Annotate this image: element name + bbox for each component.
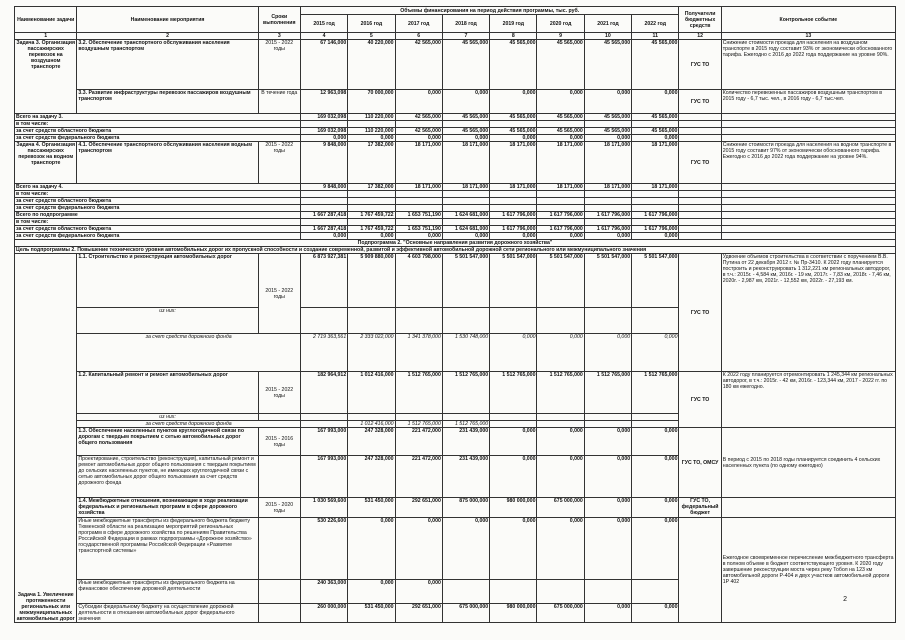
- year-header: 2021 год: [584, 15, 631, 33]
- value-cell: 45 565,000: [442, 114, 489, 121]
- value-cell: 0,000: [442, 90, 489, 114]
- value-cell: 110 220,000: [348, 128, 395, 135]
- measure-cell: Субсидии федеральному бюджету на осуществление дорожной деятельности в отношении автомобильных дорог федерального значения: [77, 604, 258, 623]
- column-number: 13: [721, 33, 895, 40]
- value-cell: 182 964,912: [300, 372, 347, 414]
- measure-cell: 1.4. Межбюджетные отношения, возникающие в ходе реализации федеральных и региональных программ в сфере дорожного хозяйства: [77, 498, 258, 518]
- value-cell: 0,000: [300, 233, 347, 240]
- column-number-row: [15, 33, 896, 40]
- term-cell: 2015 - 2022 годы: [258, 372, 300, 414]
- sub-label: из них:: [77, 414, 258, 421]
- value-cell: 1 512 765,000: [632, 372, 679, 414]
- task-cell: Задача 1. Увеличение протяженности региональных или межмуниципальных автомобильных дорог: [15, 254, 77, 623]
- recipient-cell: ГУС ТО: [679, 90, 721, 114]
- value-cell: 1 512 765,000: [395, 421, 442, 428]
- control-cell: К 2022 году планируется отремонтировать 1 245,344 км региональных автодорог, в т.ч.: 2015г. - 42 км, 2016г. - 123,344 км, 2017 - 2022 гг. по 180 км ежегодно.: [721, 372, 895, 428]
- table-row: [15, 205, 896, 212]
- value-cell: 0,000: [300, 135, 347, 142]
- value-cell: 221 472,000: [395, 456, 442, 498]
- value-cell: 70 000,000: [348, 90, 395, 114]
- value-cell: 0,000: [632, 498, 679, 518]
- value-cell: 18 171,000: [395, 184, 442, 191]
- recipient-cell: ГУС ТО: [679, 40, 721, 90]
- value-cell: 1 617 796,000: [537, 226, 584, 233]
- value-cell: [490, 421, 537, 428]
- value-cell: 0,000: [442, 135, 489, 142]
- value-cell: 0,000: [584, 428, 631, 456]
- value-cell: 169 032,098: [300, 128, 347, 135]
- value-cell: 1 767 459,722: [348, 212, 395, 219]
- road-fund-label: за счет средств дорожного фонда: [77, 421, 301, 428]
- total-row: [15, 184, 896, 191]
- value-cell: 247 328,000: [348, 456, 395, 498]
- year-header: 2016 год: [348, 15, 395, 33]
- task-cell: Задача 4. Организация пассажирских перевозок на водном транспорте: [15, 142, 77, 184]
- value-cell: 17 382,000: [348, 142, 395, 184]
- year-header: 2019 год: [490, 15, 537, 33]
- value-cell: 1 624 681,000: [442, 212, 489, 219]
- value-cell: 0,000: [490, 518, 537, 580]
- value-cell: 0,000: [395, 135, 442, 142]
- value-cell: 0,000: [632, 428, 679, 456]
- value-cell: 42 565,000: [395, 40, 442, 90]
- value-cell: 0,000: [490, 428, 537, 456]
- value-cell: 0,000: [442, 233, 489, 240]
- value-cell: 18 171,000: [395, 142, 442, 184]
- value-cell: 45 565,000: [537, 40, 584, 90]
- value-cell: 18 171,000: [537, 184, 584, 191]
- value-cell: 45 565,000: [632, 114, 679, 121]
- value-cell: 45 565,000: [584, 40, 631, 90]
- value-cell: 1 617 796,000: [490, 226, 537, 233]
- value-cell: 45 565,000: [632, 128, 679, 135]
- column-number: 1: [15, 33, 77, 40]
- value-cell: 0,000: [632, 334, 679, 372]
- table-row: [15, 90, 896, 114]
- column-number: 8: [490, 33, 537, 40]
- term-cell: 2015 - 2022 годы: [258, 40, 300, 90]
- value-cell: 675 000,000: [537, 498, 584, 518]
- value-cell: 1 653 751,190: [395, 212, 442, 219]
- value-cell: 247 328,000: [348, 428, 395, 456]
- value-cell: 0,000: [395, 580, 442, 604]
- total-label: Всего на задачу 4.: [15, 184, 301, 191]
- value-cell: 875 000,000: [442, 498, 489, 518]
- value-cell: 45 565,000: [442, 40, 489, 90]
- value-cell: 980 000,000: [490, 604, 537, 623]
- page-number: 2: [843, 596, 847, 603]
- value-cell: 45 565,000: [584, 114, 631, 121]
- value-cell: 231 439,000: [442, 456, 489, 498]
- value-cell: [490, 580, 537, 604]
- value-cell: 0,000: [632, 518, 679, 580]
- value-cell: 530 226,600: [300, 518, 347, 580]
- value-cell: 0,000: [348, 580, 395, 604]
- value-cell: 0,000: [584, 456, 631, 498]
- value-cell: 5 501 547,000: [584, 254, 631, 308]
- year-header: 2015 год: [300, 15, 347, 33]
- table-row: [15, 142, 896, 184]
- header-term: Сроки выполнения: [258, 7, 300, 33]
- value-cell: 980 000,000: [490, 498, 537, 518]
- value-cell: 0,000: [584, 233, 631, 240]
- recipient-cell: ГУС ТО, ОМСУ: [679, 428, 721, 498]
- recipient-cell: ГУС ТО, федеральный бюджет: [679, 498, 721, 518]
- measure-cell: 1.3. Обеспечение населенных пунктов круглогодичной связи по дорогам с твердым покрытием с сетью автомобильных дорог общего пользования: [77, 428, 258, 456]
- including-label: в том числе:: [15, 121, 301, 128]
- value-cell: 1 012 416,000: [348, 421, 395, 428]
- value-cell: 1 653 751,190: [395, 226, 442, 233]
- value-cell: 42 565,000: [395, 128, 442, 135]
- table-row: [15, 428, 896, 456]
- value-cell: 45 565,000: [490, 128, 537, 135]
- value-cell: 221 472,000: [395, 428, 442, 456]
- value-cell: 18 171,000: [584, 184, 631, 191]
- value-cell: 1 512 765,000: [395, 372, 442, 414]
- value-cell: 2 333 022,000: [348, 334, 395, 372]
- column-number: 3: [258, 33, 300, 40]
- value-cell: 0,000: [395, 233, 442, 240]
- value-cell: 4 603 798,000: [395, 254, 442, 308]
- value-cell: 0,000: [395, 518, 442, 580]
- value-cell: 18 171,000: [442, 184, 489, 191]
- recipient-cell: ГУС ТО: [679, 254, 721, 372]
- column-number: 7: [442, 33, 489, 40]
- value-cell: [537, 580, 584, 604]
- column-number: 10: [584, 33, 631, 40]
- value-cell: 18 171,000: [632, 142, 679, 184]
- value-cell: [442, 580, 489, 604]
- including-label: в том числе:: [15, 191, 301, 198]
- term-cell: 2015 - 2016 годы: [258, 428, 300, 456]
- value-cell: 18 171,000: [490, 142, 537, 184]
- value-cell: 1 667 287,418: [300, 226, 347, 233]
- value-cell: 292 651,000: [395, 498, 442, 518]
- table-row: [15, 191, 896, 198]
- value-cell: 0,000: [537, 334, 584, 372]
- term-cell: 2015 - 2020 годы: [258, 498, 300, 518]
- value-cell: 0,000: [442, 518, 489, 580]
- value-cell: 0,000: [537, 90, 584, 114]
- value-cell: 675 000,000: [442, 604, 489, 623]
- value-cell: 0,000: [490, 90, 537, 114]
- value-cell: 9 848,000: [300, 184, 347, 191]
- value-cell: 1 624 681,000: [442, 226, 489, 233]
- value-cell: 1 617 796,000: [632, 226, 679, 233]
- recipient-cell: ГУС ТО: [679, 372, 721, 428]
- value-cell: 0,000: [584, 498, 631, 518]
- value-cell: 67 146,000: [300, 40, 347, 90]
- value-cell: 1 617 796,000: [537, 212, 584, 219]
- table-row: [15, 198, 896, 205]
- value-cell: 1 667 287,418: [300, 212, 347, 219]
- total-row: [15, 114, 896, 121]
- value-cell: 45 565,000: [490, 114, 537, 121]
- value-cell: 1 341 378,000: [395, 334, 442, 372]
- column-number: 12: [679, 33, 721, 40]
- table-row: [15, 254, 896, 308]
- measure-cell: Иные межбюджетные трансферты из федерального бюджета на финансовое обеспечение дорожной деятельности: [77, 580, 258, 604]
- value-cell: 40 220,000: [348, 40, 395, 90]
- value-cell: 45 565,000: [537, 128, 584, 135]
- total-label: Всего по подпрограмме: [15, 212, 301, 219]
- value-cell: 1 530 748,000: [442, 334, 489, 372]
- value-cell: 0,000: [348, 135, 395, 142]
- column-number: 11: [632, 33, 679, 40]
- value-cell: 0,000: [632, 604, 679, 623]
- value-cell: 0,000: [584, 90, 631, 114]
- financing-table: [14, 6, 896, 623]
- control-cell: Снижение стоимости проезда для населения на водном транспорте в 2015 году составит 97% от экономически обоснованного тарифа. Ежегодно с 2016 до 2022 года поддержание на уровне 94%.: [721, 142, 895, 184]
- subprogram-row: [15, 240, 896, 247]
- term-cell: 2015 - 2022 годы: [258, 142, 300, 184]
- value-cell: 1 512 765,000: [442, 372, 489, 414]
- subprogram-title: Подпрограмма 2. "Основные направления развития дорожного хозяйства": [15, 240, 896, 247]
- value-cell: 0,000: [537, 518, 584, 580]
- value-cell: 1 030 569,600: [300, 498, 347, 518]
- header-task: Наименование задачи: [15, 7, 77, 33]
- value-cell: 2 719 363,561: [300, 334, 347, 372]
- road-fund-label: за счет средств дорожного фонда: [77, 334, 301, 372]
- value-cell: 0,000: [584, 604, 631, 623]
- federal-label: за счет средств федерального бюджета: [15, 205, 301, 212]
- table-row: [15, 219, 896, 226]
- value-cell: 17 382,000: [348, 184, 395, 191]
- value-cell: 18 171,000: [584, 142, 631, 184]
- value-cell: 0,000: [584, 135, 631, 142]
- value-cell: 531 450,000: [348, 498, 395, 518]
- value-cell: 0,000: [490, 334, 537, 372]
- column-number: 5: [348, 33, 395, 40]
- table-row: [15, 518, 896, 580]
- value-cell: [537, 421, 584, 428]
- table-row: [15, 233, 896, 240]
- term-cell: 2015 - 2022 годы: [258, 254, 300, 334]
- value-cell: 1 512 765,000: [584, 372, 631, 414]
- header-control: Контрольное событие: [721, 7, 895, 33]
- value-cell: 1 617 796,000: [584, 226, 631, 233]
- value-cell: 167 993,000: [300, 428, 347, 456]
- value-cell: 0,000: [584, 518, 631, 580]
- measure-cell: 1.2. Капитальный ремонт и ремонт автомобильных дорог: [77, 372, 258, 414]
- value-cell: 260 000,000: [300, 604, 347, 623]
- value-cell: 18 171,000: [537, 142, 584, 184]
- value-cell: 0,000: [632, 90, 679, 114]
- column-number: 9: [537, 33, 584, 40]
- value-cell: 110 220,000: [348, 114, 395, 121]
- control-cell: Количество перевезенных пассажиров воздушным транспортом в 2015 году - 6,7 тыс. чел., в 2016 году - 6,7 тыс.чел.: [721, 90, 895, 114]
- value-cell: 42 565,000: [395, 114, 442, 121]
- table-row: [15, 121, 896, 128]
- value-cell: 0,000: [490, 456, 537, 498]
- value-cell: [300, 421, 347, 428]
- value-cell: 0,000: [632, 233, 679, 240]
- value-cell: 0,000: [537, 456, 584, 498]
- value-cell: 0,000: [584, 334, 631, 372]
- value-cell: 0,000: [537, 428, 584, 456]
- measure-cell: Проектирование, строительство (реконструкция), капитальный ремонт и ремонт автомобильных дорог общего пользования с твердым покрытием до сельских населенных пунктов, не имеющих круглогодичной связи с сетью автомобильных дорог общего пользования за счет средств дорожного фонда: [77, 456, 258, 498]
- total-row: [15, 212, 896, 219]
- table-row: [15, 135, 896, 142]
- including-label: в том числе:: [15, 219, 301, 226]
- value-cell: [584, 580, 631, 604]
- regional-label: за счет средств областного бюджета: [15, 226, 301, 233]
- value-cell: 9 848,000: [300, 142, 347, 184]
- value-cell: [632, 580, 679, 604]
- value-cell: 45 565,000: [490, 40, 537, 90]
- value-cell: 45 565,000: [537, 114, 584, 121]
- measure-cell: 3.2. Обеспечение транспортного обслуживания населения воздушным транспортом: [77, 40, 258, 90]
- measure-cell: 3.3. Развитие инфраструктуры перевозок пассажиров воздушным транспортом: [77, 90, 258, 114]
- value-cell: 0,000: [537, 233, 584, 240]
- control-cell: В период с 2015 по 2018 годы планируется соединить 4 сельских населенных пункта (по одному ежегодно): [721, 428, 895, 498]
- value-cell: 45 565,000: [632, 40, 679, 90]
- table-row: [15, 372, 896, 414]
- sub-label: из них:: [77, 308, 258, 334]
- regional-label: за счет средств областного бюджета: [15, 128, 301, 135]
- task-cell: Задача 3. Организация пассажирских перевозок на воздушном транспорте: [15, 40, 77, 114]
- measure-cell: 4.1. Обеспечение транспортного обслуживания населения водным транспортом: [77, 142, 258, 184]
- value-cell: 0,000: [632, 456, 679, 498]
- table-row: [15, 128, 896, 135]
- control-cell: Снижение стоимости проезда для населения на воздушном транспорте в 2015 году составит 93% от экономически обоснованного тарифа. Ежегодно с 2016 до 2022 года поддержание на уровне 90%.: [721, 40, 895, 90]
- measure-cell: 1.1. Строительство и реконструкция автомобильных дорог: [77, 254, 258, 308]
- year-header: 2022 год: [632, 15, 679, 33]
- value-cell: 240 363,000: [300, 580, 347, 604]
- recipient-cell: ГУС ТО: [679, 142, 721, 184]
- federal-label: за счет средств федерального бюджета: [15, 233, 301, 240]
- value-cell: 167 993,000: [300, 456, 347, 498]
- control-cell: Удвоение объемов строительства в соответствии с поручением В.В. Путина от 22 декабря 2012 г. № Пр-3410. К 2022 году планируется построить и реконструировать 1 312,221 км региональных автодорог, в т.ч.: 2015г. - 4,584 км, 2016г. - 19 км, 2017г. - 7,83 км, 2018г. - 7,46 км, 2020г. - 2,987 км, 2021г. - 12,552 км, 2022г. - 27,193 км.: [721, 254, 895, 372]
- value-cell: 675 000,000: [537, 604, 584, 623]
- value-cell: 0,000: [490, 135, 537, 142]
- year-header: 2017 год: [395, 15, 442, 33]
- value-cell: 18 171,000: [632, 184, 679, 191]
- goal-text: Цель подпрограммы 2. Повышение технического уровня автомобильных дорог их пропускной способности и создание современной, развитой и эффективной автомобильной дорожной сети регионального или межмуниципального значения: [15, 247, 896, 254]
- value-cell: 1 617 796,000: [584, 212, 631, 219]
- value-cell: 5 501 547,000: [442, 254, 489, 308]
- value-cell: 1 767 459,722: [348, 226, 395, 233]
- table-row: [15, 40, 896, 90]
- federal-label: за счет средств федерального бюджета: [15, 135, 301, 142]
- value-cell: 18 171,000: [490, 184, 537, 191]
- value-cell: 0,000: [395, 90, 442, 114]
- value-cell: 531 450,000: [348, 604, 395, 623]
- value-cell: 0,000: [348, 518, 395, 580]
- value-cell: 292 651,000: [395, 604, 442, 623]
- value-cell: 0,000: [490, 233, 537, 240]
- column-number: 4: [300, 33, 347, 40]
- value-cell: 45 565,000: [584, 128, 631, 135]
- value-cell: 231 439,000: [442, 428, 489, 456]
- value-cell: 1 512 765,000: [442, 421, 489, 428]
- value-cell: 0,000: [537, 135, 584, 142]
- value-cell: [584, 421, 631, 428]
- header-volumes: Объемы финансирования на период действия программы, тыс. руб.: [300, 7, 679, 15]
- value-cell: 0,000: [632, 135, 679, 142]
- value-cell: 1 617 796,000: [632, 212, 679, 219]
- value-cell: 12 963,098: [300, 90, 347, 114]
- value-cell: 1 512 765,000: [490, 372, 537, 414]
- year-header: 2018 год: [442, 15, 489, 33]
- value-cell: 169 032,098: [300, 114, 347, 121]
- year-header: 2020 год: [537, 15, 584, 33]
- value-cell: 5 501 547,000: [490, 254, 537, 308]
- table-row: [15, 498, 896, 518]
- column-number: 2: [77, 33, 258, 40]
- term-cell: В течение года: [258, 90, 300, 114]
- total-label: Всего на задачу 3.: [15, 114, 301, 121]
- table-row: [15, 226, 896, 233]
- goal-row: [15, 247, 896, 254]
- value-cell: 5 909 880,000: [348, 254, 395, 308]
- value-cell: 45 565,000: [442, 128, 489, 135]
- value-cell: 0,000: [348, 233, 395, 240]
- value-cell: 5 501 547,000: [537, 254, 584, 308]
- regional-label: за счет средств областного бюджета: [15, 198, 301, 205]
- value-cell: 1 012 416,000: [348, 372, 395, 414]
- measure-cell: Иные межбюджетные трансферты из федерального бюджета бюджету Тюменской области на реализацию мероприятий региональных программ в сфере дорожного хозяйства по решениям Правительства Российской Федерации в рамках подпрограммы «Дорожное хозяйство» государственной программы Российской Федерации «Развитие транспортной системы»: [77, 518, 258, 580]
- value-cell: [632, 421, 679, 428]
- value-cell: 5 501 547,000: [632, 254, 679, 308]
- header-recipients: Получатели бюджетных средств: [679, 7, 721, 33]
- value-cell: 6 873 927,381: [300, 254, 347, 308]
- value-cell: 18 171,000: [442, 142, 489, 184]
- header-measure: Наименование мероприятия: [77, 7, 258, 33]
- column-number: 6: [395, 33, 442, 40]
- control-cell: Ежегодное своевременное перечисление межбюджетного трансферта в полном объеме в бюджет соответствующего уровня. К 2020 году завершение реконструкции моста через реку Тобол на 123 км автомобильной дороги Р-404 и двух участков автомобильной дороги 1Р 402: [721, 518, 895, 623]
- value-cell: 1 512 765,000: [537, 372, 584, 414]
- value-cell: 1 617 796,000: [490, 212, 537, 219]
